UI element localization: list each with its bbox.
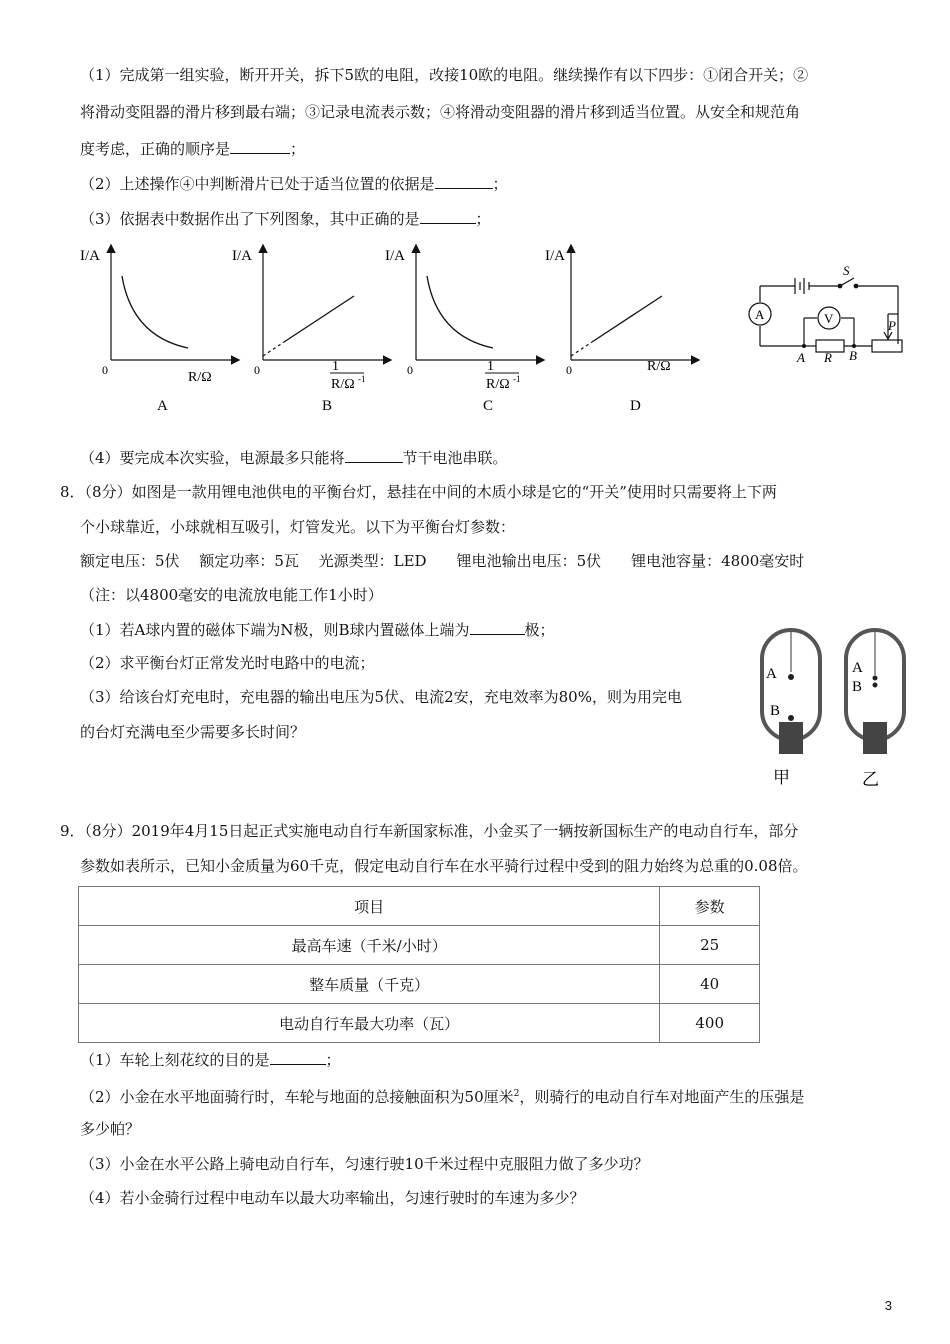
q8-sub1-end: 极； — [524, 621, 555, 639]
answer-blank[interactable] — [420, 207, 476, 224]
lamp-yi-ball-a: A — [852, 660, 863, 676]
q8-sub1 — [80, 618, 555, 641]
q9-sub2-line2: 多少帕？ — [80, 1120, 141, 1138]
q8-sub3-line1: （3）给该台灯充电时，充电器的输出电压为5伏、电流2安，充电效率为80%，则为用完电 — [80, 688, 682, 706]
q8-line2: 个小球靠近，小球就相互吸引，灯管发光。以下为平衡台灯参数： — [80, 518, 516, 536]
q7-part1-text: 度考虑，正确的顺序是 — [80, 140, 231, 158]
q9-sub2-text-a: （2）小金在水平地面骑行时，车轮与地面的总接触面积为50厘米 — [80, 1088, 514, 1106]
graph-a — [80, 238, 250, 418]
switch-label: S — [843, 263, 850, 278]
origin-label: 0 — [254, 363, 260, 377]
q9-sub1-text: （1）车轮上刻花纹的目的是 — [80, 1051, 270, 1069]
q8-sub2: （2）求平衡台灯正常发光时电路中的电流； — [80, 654, 375, 672]
table-cell: 25 — [660, 926, 760, 965]
table-row — [79, 926, 760, 965]
lamp-figures — [750, 620, 920, 795]
q9-header: 9．（8分）2019年4月15日起正式实施电动自行车新国家标准，小金买了一辆按新国标生产的电动自行车，部分 — [60, 822, 799, 840]
q9-sub2-superscript: 2 — [513, 1089, 520, 1099]
point-b-label: B — [849, 348, 857, 363]
q7-part2 — [80, 172, 508, 195]
q9-sub3: （3）小金在水平公路上骑电动自行车，匀速行驶10千米过程中克服阻力做了多少功？ — [80, 1155, 649, 1173]
answer-blank[interactable] — [435, 172, 493, 189]
ammeter-symbol: A — [755, 307, 765, 322]
graph-label-d: D — [630, 398, 641, 414]
graph-c — [385, 238, 555, 418]
x-axis-exponent: -1 — [358, 374, 366, 384]
q7-part4 — [80, 446, 508, 469]
lamp-jia-ball-a: A — [766, 666, 777, 682]
y-axis-label: I/A — [385, 248, 405, 264]
y-axis-label: I/A — [545, 248, 565, 264]
resistor-label: R — [824, 350, 832, 365]
answer-blank[interactable] — [470, 618, 525, 635]
graph-b — [232, 238, 402, 418]
x-axis-denominator: R/Ω — [331, 377, 355, 392]
graph-label-c: C — [483, 398, 494, 414]
q8-params: 额定电压：5伏 额定功率：5瓦 光源类型：LED 锂电池输出电压：5伏 锂电池容量：4800毫安时 — [80, 552, 805, 570]
q8-sub3-line2: 的台灯充满电至少需要多长时间？ — [80, 723, 306, 741]
origin-label: 0 — [102, 363, 108, 377]
punct: ； — [492, 175, 508, 193]
q7-part1-line2: 将滑动变阻器的滑片移到最右端；③记录电流表示数；④将滑动变阻器的滑片移到适当位置。从安全和规范角 — [80, 103, 801, 121]
y-axis-label: I/A — [80, 248, 100, 264]
table-cell: 整车质量（千克） — [79, 965, 660, 1004]
slider-label: P — [888, 318, 896, 333]
q7-part1-line3 — [80, 137, 305, 160]
punct: ； — [475, 210, 491, 228]
graph-d — [540, 238, 710, 418]
answer-blank[interactable] — [230, 137, 290, 154]
q9-sub2-line1 — [80, 1083, 804, 1108]
x-axis-numerator: 1 — [332, 359, 339, 374]
x-axis-label: R/Ω — [647, 359, 671, 374]
q7-part3-text: （3）依据表中数据作出了下列图象，其中正确的是 — [80, 210, 420, 228]
answer-blank[interactable] — [345, 446, 403, 463]
q7-part3 — [80, 207, 491, 230]
q7-part4-text: （4）要完成本次实验，电源最多只能将 — [80, 449, 345, 467]
page-number: 3 — [884, 1298, 892, 1313]
q9-line2: 参数如表所示，已知小金质量为60千克，假定电动自行车在水平骑行过程中受到的阻力始终为总重的0.08倍。 — [80, 857, 808, 875]
q8-header: 8．（8分）如图是一款用锂电池供电的平衡台灯，悬挂在中间的木质小球是它的“开关”使用时只需要将上下两 — [60, 483, 777, 501]
table-header: 项目 — [79, 887, 660, 926]
graph-label-b: B — [322, 398, 333, 414]
circuit-diagram — [740, 258, 910, 370]
lamp-yi-caption: 乙 — [862, 770, 879, 789]
q7-part2-text: （2）上述操作④中判断滑片已处于适当位置的依据是 — [80, 175, 435, 193]
q8-note: （注：以4800毫安的电流放电能工作1小时） — [80, 586, 383, 604]
table-row — [79, 965, 760, 1004]
q8-sub1-text: （1）若A球内置的磁体下端为N极，则B球内置磁体上端为 — [80, 621, 470, 639]
origin-label: 0 — [566, 363, 572, 377]
q9-sub1-end: ； — [325, 1051, 341, 1069]
table-header-row — [79, 887, 760, 926]
x-axis-numerator: 1 — [487, 359, 494, 374]
voltmeter-symbol: V — [824, 311, 834, 326]
q7-part1-line1: （1）完成第一组实验，断开开关，拆下5欧的电阻，改接10欧的电阻。继续操作有以下四步：①闭合开关；② — [80, 66, 809, 84]
punct: ； — [290, 140, 306, 158]
table-cell: 400 — [660, 1004, 760, 1043]
lamp-jia-caption: 甲 — [773, 768, 790, 787]
graph-label-a: A — [157, 398, 168, 414]
param-table — [78, 886, 760, 1043]
x-axis-label: R/Ω — [188, 370, 212, 385]
lamp-jia-ball-b: B — [770, 703, 781, 719]
lamp-yi-ball-b: B — [852, 679, 863, 695]
point-a-label: A — [797, 350, 805, 365]
table-cell: 电动自行车最大功率（瓦） — [79, 1004, 660, 1043]
q9-sub1 — [80, 1048, 341, 1071]
table-cell: 40 — [660, 965, 760, 1004]
q7-part4-end: 节干电池串联。 — [402, 449, 508, 467]
table-row — [79, 1004, 760, 1043]
q9-sub2-text-b: ，则骑行的电动自行车对地面产生的压强是 — [519, 1088, 805, 1106]
x-axis-denominator: R/Ω — [486, 377, 510, 392]
answer-blank[interactable] — [270, 1048, 326, 1065]
x-axis-exponent: -1 — [513, 374, 521, 384]
table-cell: 最高车速（千米/小时） — [79, 926, 660, 965]
origin-label: 0 — [407, 363, 413, 377]
table-header: 参数 — [660, 887, 760, 926]
y-axis-label: I/A — [232, 248, 252, 264]
q9-sub4: （4）若小金骑行过程中电动车以最大功率输出，匀速行驶时的车速为多少？ — [80, 1189, 585, 1207]
